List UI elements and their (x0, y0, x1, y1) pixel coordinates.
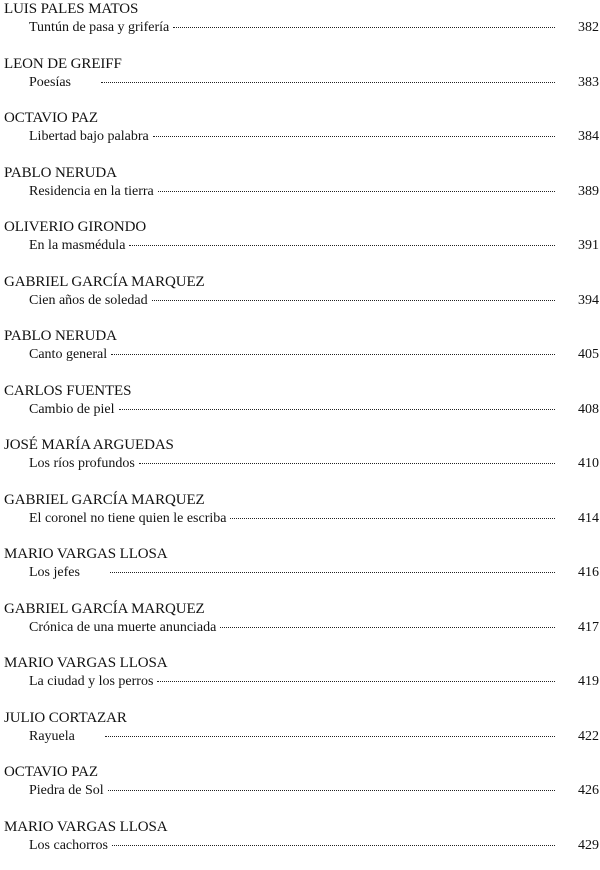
dot-leader (108, 790, 555, 791)
author-name: JOSÉ MARÍA ARGUEDAS (4, 434, 174, 456)
toc-line (29, 126, 599, 148)
author-name: OCTAVIO PAZ (4, 761, 98, 783)
page-number: 410 (569, 453, 599, 475)
toc-entry (0, 325, 600, 380)
author-name: GABRIEL GARCÍA MARQUEZ (4, 598, 205, 620)
toc-line (29, 617, 599, 639)
toc-entry (0, 0, 600, 53)
toc-entry (0, 707, 600, 762)
toc-line (29, 290, 599, 312)
page-number: 394 (569, 290, 599, 312)
author-name: GABRIEL GARCÍA MARQUEZ (4, 489, 205, 511)
toc-entry (0, 652, 600, 707)
author-name: PABLO NERUDA (4, 162, 117, 184)
dot-leader (129, 245, 555, 246)
dot-leader (101, 82, 555, 83)
author-name: GABRIEL GARCÍA MARQUEZ (4, 271, 205, 293)
author-name: LEON DE GREIFF (4, 53, 122, 75)
toc-line (29, 835, 599, 857)
toc-line (29, 181, 599, 203)
author-name: JULIO CORTAZAR (4, 707, 127, 729)
work-title: Cambio de piel (29, 399, 117, 421)
dot-leader (119, 409, 555, 410)
page-number: 422 (569, 726, 599, 748)
dot-leader (112, 845, 555, 846)
dot-leader (157, 681, 555, 682)
page-number: 391 (569, 235, 599, 257)
toc-line (29, 562, 599, 584)
work-title: Rayuela (29, 726, 77, 748)
toc-line (29, 508, 599, 530)
work-title: El coronel no tiene quien le escriba (29, 508, 228, 530)
dot-leader (152, 300, 555, 301)
toc-entry (0, 53, 600, 108)
work-title: Crónica de una muerte anunciada (29, 617, 218, 639)
page-number: 429 (569, 835, 599, 857)
work-title: Los jefes (29, 562, 82, 584)
page-number: 384 (569, 126, 599, 148)
page-number: 389 (569, 181, 599, 203)
toc-entry (0, 107, 600, 162)
work-title: Los cachorros (29, 835, 110, 857)
author-name: MARIO VARGAS LLOSA (4, 543, 168, 565)
toc-entry (0, 271, 600, 326)
toc-entry (0, 216, 600, 271)
toc-line (29, 399, 599, 421)
toc-entry (0, 761, 600, 816)
dot-leader (173, 27, 555, 28)
page-number: 419 (569, 671, 599, 693)
toc-entry (0, 434, 600, 489)
work-title: Residencia en la tierra (29, 181, 156, 203)
page-number: 383 (569, 72, 599, 94)
toc-entry (0, 543, 600, 598)
toc-entry (0, 598, 600, 653)
toc-line (29, 726, 599, 748)
author-name: PABLO NERUDA (4, 325, 117, 347)
dot-leader (105, 736, 555, 737)
author-name: LUIS PALES MATOS (4, 0, 138, 20)
author-name: OLIVERIO GIRONDO (4, 216, 146, 238)
work-title: Tuntún de pasa y grifería (29, 17, 171, 39)
dot-leader (111, 354, 555, 355)
author-name: OCTAVIO PAZ (4, 107, 98, 129)
dot-leader (110, 572, 555, 573)
toc-entry (0, 162, 600, 217)
dot-leader (153, 136, 555, 137)
page-number: 405 (569, 344, 599, 366)
work-title: Canto general (29, 344, 109, 366)
work-title: La ciudad y los perros (29, 671, 155, 693)
work-title: En la masmédula (29, 235, 127, 257)
toc-line (29, 72, 599, 94)
work-title: Cien años de soledad (29, 290, 150, 312)
toc-line (29, 453, 599, 475)
page-number: 426 (569, 780, 599, 802)
page-number: 382 (569, 17, 599, 39)
dot-leader (158, 191, 555, 192)
page-number: 416 (569, 562, 599, 584)
toc-line (29, 17, 599, 39)
page-number: 414 (569, 508, 599, 530)
author-name: CARLOS FUENTES (4, 380, 131, 402)
toc-line (29, 344, 599, 366)
page-number: 417 (569, 617, 599, 639)
dot-leader (139, 463, 555, 464)
dot-leader (220, 627, 555, 628)
toc-line (29, 671, 599, 693)
toc-entry (0, 380, 600, 435)
work-title: Poesías (29, 72, 73, 94)
author-name: MARIO VARGAS LLOSA (4, 816, 168, 838)
page-number: 408 (569, 399, 599, 421)
toc-entry (0, 816, 600, 870)
toc-entry (0, 489, 600, 544)
dot-leader (230, 518, 555, 519)
toc-line (29, 780, 599, 802)
work-title: Libertad bajo palabra (29, 126, 151, 148)
toc-line (29, 235, 599, 257)
work-title: Los ríos profundos (29, 453, 137, 475)
author-name: MARIO VARGAS LLOSA (4, 652, 168, 674)
work-title: Piedra de Sol (29, 780, 106, 802)
